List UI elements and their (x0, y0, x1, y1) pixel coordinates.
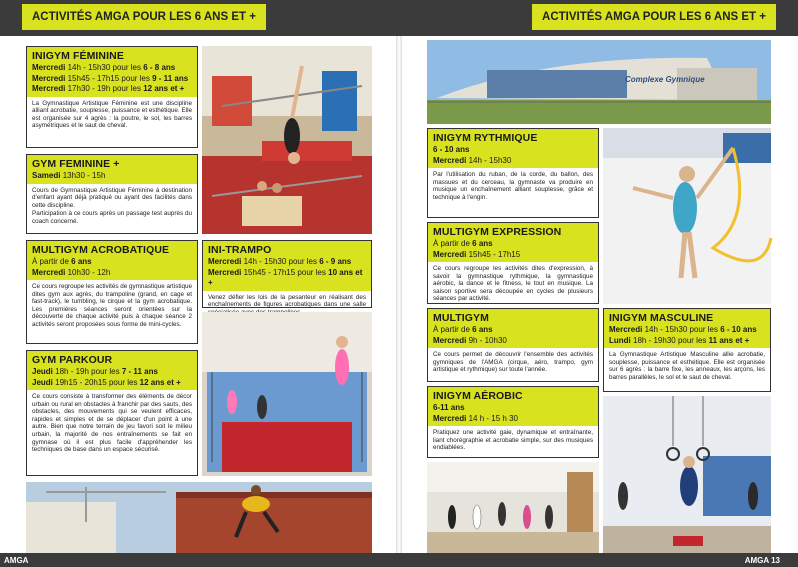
multigym-head (428, 309, 598, 348)
right-footer (399, 553, 798, 567)
inigym-masculine-box (603, 308, 771, 392)
multigym-box (427, 308, 599, 382)
multigym-body: Ce cours permet de découvrir l'ensemble des activités gymniques de l'AMGA (cirque, aéro, trampo, gym artistique et rythmique) sur toute l'année. (433, 351, 593, 374)
gym-parkour-box (26, 350, 198, 476)
multigym-acro-body: Ce cours regroupe les activités de gymnastique artistique dites gym aux agrès, du trampoline (grand, en cage et fast-track), le tumbling, le cirque et la gym acrobatique. Les premières séances seront orientées sur la découverte de chaque activité puis à chaque séance 2 activités seront proposées sous forme de mini-cycles. (32, 283, 192, 328)
schedule-line: 6-11 ans (433, 403, 465, 412)
schedule-line: Mercredi 14h - 15h30 pour les 6 - 9 ans (208, 257, 352, 266)
schedule-line: À partir de 6 ans (433, 325, 493, 334)
inigym-aerobic-head (428, 387, 598, 426)
left-footer-brand: AMGA (4, 556, 29, 565)
schedule-line: Mercredi 14 h - 15 h 30 (433, 413, 518, 423)
ini-trampo-title: INI-TRAMPO (208, 244, 272, 256)
gym-feminine-title: GYM FEMININE + (32, 158, 120, 170)
gym-feminine-body: Cours de Gymnastique Artistique Féminine à destination d'enfant ayant déjà pratiqué ou ayant des facilités dans cette discipline. Participation à ce cours après un passage test auprès du coach concerné. (32, 186, 192, 225)
multigym-expression-box (427, 222, 599, 304)
inigym-rythmique-box (427, 128, 599, 218)
ini-trampo-box (202, 240, 372, 308)
inigym-feminine-head (27, 47, 197, 97)
inigym-aerobic-title: INIGYM AÉROBIC (433, 390, 523, 402)
schedule-line: Mercredi 15h45 - 17h15 pour les 9 - 11 ans (32, 73, 189, 83)
schedule-line: Samedi 13h30 - 15h (32, 171, 106, 180)
photo-aerobic-group (427, 462, 599, 554)
ini-trampo-body: Venez défier les lois de la pesanteur en réalisant des enchaînements de figures acrobatiques dans une salle (208, 293, 366, 309)
page-number: 13 (771, 556, 780, 565)
multigym-acro-title: MULTIGYM ACROBATIQUE (32, 244, 170, 256)
schedule-line: Jeudi 19h15 - 20h15 pour les 12 ans et + (32, 377, 181, 387)
schedule-line: Mercredi 17h30 - 19h pour les 12 ans et + (32, 84, 185, 93)
photo-boy-rings (603, 396, 771, 554)
right-footer-text: AMGA 13 (744, 556, 780, 565)
multigym-expression-title: MULTIGYM EXPRESSION (433, 226, 562, 238)
right-page (399, 0, 798, 567)
building-sign-text: Complexe Gymnique (625, 75, 705, 84)
book-spine (396, 36, 402, 553)
schedule-line: Mercredi 9h - 10h30 (433, 335, 507, 345)
multigym-acro-box (26, 240, 198, 344)
gym-feminine-box (26, 154, 198, 234)
right-header-bar (399, 0, 798, 36)
inigym-masculine-head (604, 309, 770, 348)
photo-complexe-gymnique (427, 40, 771, 124)
gym-parkour-body: Ce cours consiste à transformer des éléments de décor urbain ou rural en obstacles à franchir par des sauts, des obstacles, des mouvements qui se veulent efficaces, rapides et simples et de se déplacer d'un point à une autre. Bien que notre terrain de jeu favori soit le milieu urbain, la majorité de nos entraînements se fait en gymnase où il est plus facile d'appréhender les techniques de base dans un espace sécurisé. (32, 393, 192, 454)
schedule-line: Mercredi 10h30 - 12h (32, 267, 111, 277)
inigym-feminine-box (26, 46, 198, 148)
inigym-aerobic-box (427, 386, 599, 458)
ini-trampo-head (203, 241, 371, 291)
gym-feminine-head (27, 155, 197, 184)
multigym-title: MULTIGYM (433, 312, 490, 324)
left-footer (0, 553, 399, 567)
photo-gymnast-bars (202, 46, 372, 234)
photo-parkour (26, 482, 372, 554)
schedule-line: Lundi 18h - 19h30 pour les 11 ans et + (609, 335, 750, 345)
multigym-acro-head (27, 241, 197, 280)
inigym-masculine-body: La Gymnastique Artistique Masculine allie acrobatie, souplesse, puissance et esthétique. Elle est organisée sur 6 agrès : la barre fixe, les anneaux, les arçons, les barres parallèles, le sol et le saut de cheval. (609, 351, 765, 381)
photo-rhythmic-gymnast (603, 128, 771, 304)
schedule-line: À partir de 6 ans (433, 239, 493, 248)
schedule-line: Mercredi 14h - 15h30 pour les 6 - 10 ans (609, 325, 757, 334)
multigym-expression-body: Ce cours regroupe les activités dites d'expression, à savoir la gymnastique rythmique, la gymnastique aérobic, la dance et le fitness, le tout en musique. La saison sportive sera découpée en cycles de plusieurs séances par activité. (433, 265, 593, 303)
left-header-bar (0, 0, 399, 36)
inigym-rythmique-head (428, 129, 598, 168)
schedule-line: À partir de 6 ans (32, 257, 92, 266)
inigym-rythmique-body: Par l'utilisation du ruban, de la corde, du ballon, des massues et du cerceau, la gymnaste va produire en musique un enchaînement alliant souplesse, grâce et technique à l'engin. (433, 171, 593, 201)
schedule-line: Mercredi 15h45 - 17h15 pour les 10 ans et + (208, 267, 363, 287)
gym-parkour-title: GYM PARKOUR (32, 354, 113, 366)
right-header-title: ACTIVITÉS AMGA POUR LES 6 ANS ET + (532, 4, 776, 30)
schedule-line: Mercredi 15h45 - 17h15 (433, 249, 521, 259)
left-header-title: ACTIVITÉS AMGA POUR LES 6 ANS ET + (22, 4, 266, 30)
gym-parkour-head (27, 351, 197, 390)
inigym-rythmique-title: INIGYM RYTHMIQUE (433, 132, 538, 144)
schedule-line: 6 - 10 ans (433, 145, 470, 154)
photo-trampoline (202, 312, 372, 476)
inigym-aerobic-body: Pratiquez une activité gaie, dynamique et entraînante, liant chorégraphie et acrobatie simple, sur des musiques endiablées. (433, 429, 593, 452)
inigym-feminine-body: La Gymnastique Artistique Féminine est une discipline alliant acrobatie, souplesse, puissance et esthétique. Elle est organisée sur 4 agrès : la poutre, le sol, les barres asymétriques et le saut de cheval. (32, 99, 192, 130)
schedule-line: Mercredi 14h - 15h30 (433, 155, 512, 165)
schedule-line: Jeudi 18h - 19h pour les 7 - 11 ans (32, 367, 158, 376)
inigym-feminine-title: INIGYM FÉMININE (32, 50, 124, 62)
multigym-expression-head (428, 223, 598, 262)
schedule-line: Mercredi 14h - 15h30 pour les 6 - 8 ans (32, 63, 176, 72)
inigym-masculine-title: INIGYM MASCULINE (609, 312, 714, 324)
